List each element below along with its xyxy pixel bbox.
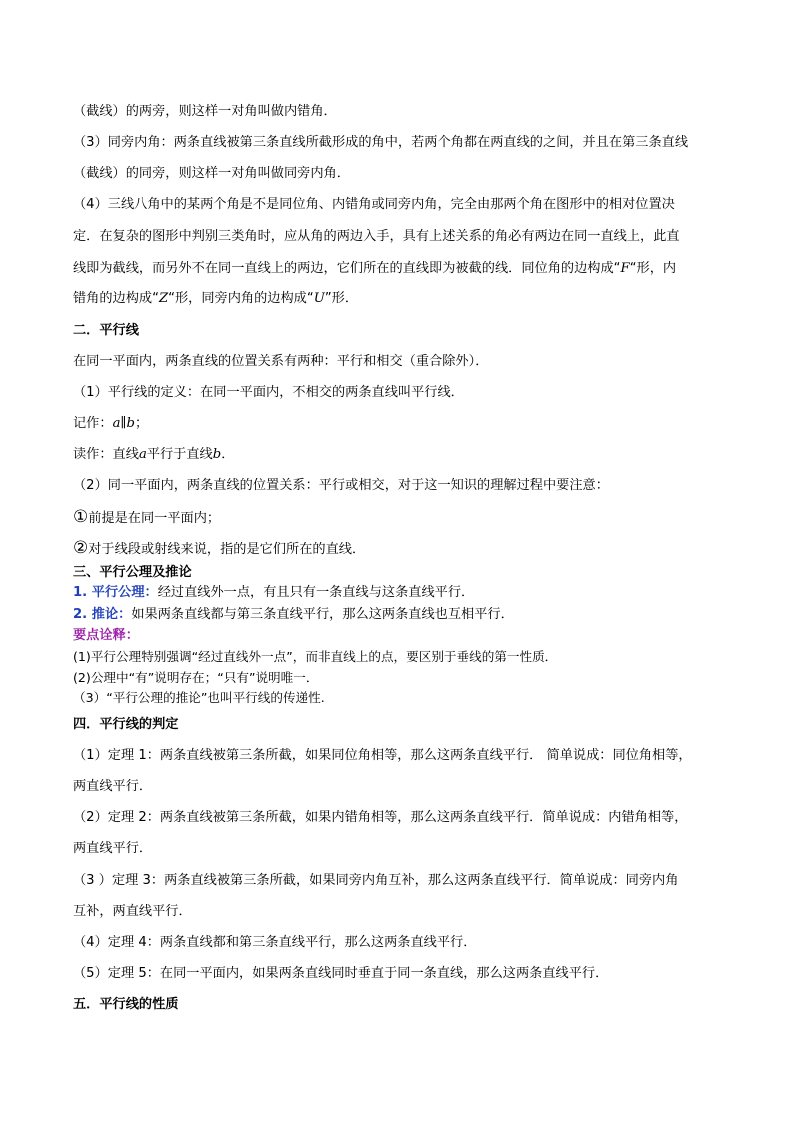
text-span: “形，内 [629, 261, 677, 276]
text-line: （3）同旁内角：两条直线被第三条直线所截形成的角中，若两个角都在两直线的之间，并且在第三条直线 [73, 135, 689, 150]
text-span: 读作：直线 [73, 447, 139, 462]
text-line: （5）定理 5：在同一平面内，如果两条直线同时垂直于同一条直线，那么这两条直线平行． [73, 966, 609, 981]
text-span: ； [134, 416, 149, 431]
text-span: 错角的边构成“ [73, 291, 159, 306]
text-line: 两直线平行． [73, 779, 153, 794]
text-line: （4）三线八角中的某两个角是不是同位角、内错角或同旁内角，完全由那两个角在图形中的相对位置决 [73, 197, 675, 212]
section-heading: 三、平行公理及推论 [73, 565, 192, 580]
section-heading: 四．平行线的判定 [73, 717, 179, 732]
text-line: （4）定理 4：两条直线都和第三条直线平行，那么这两条直线平行． [73, 935, 477, 950]
text-line [73, 539, 733, 559]
text-line: (2)公理中“有”说明存在；“只有”说明唯一． [73, 670, 319, 685]
math-letter: F [620, 261, 630, 276]
text-line: （1）定理 1：两条直线被第三条所截，如果同位角相等，那么这两条直线平行． 简单说成：同位角相等， [73, 748, 692, 763]
text-span: 如果两条直线都与第三条直线平行，那么这两条直线也互相平行． [131, 607, 514, 622]
section-heading: 二．平行线 [73, 323, 139, 338]
text-line: 在同一平面内，两条直线的位置关系有两种：平行和相交（重合除外）． [73, 354, 489, 369]
math-expression: a∥b [112, 416, 135, 431]
circled-number-1: ① [73, 507, 89, 527]
text-line [73, 446, 733, 464]
text-line [73, 290, 733, 308]
text-line: (1)平行公理特别强调“经过直线外一点”，而非直线上的点，要区别于垂线的第一性质． [73, 649, 558, 664]
text-line: （3 ）定理 3：两条直线被第三条所截，如果同旁内角互补，那么这两条直线平行．简单说成：同旁内角 [73, 873, 679, 888]
highlight-label: 1. 平行公理： [73, 585, 158, 600]
math-letter: a [138, 447, 147, 462]
math-letter: U [313, 291, 325, 306]
note-heading: 要点诠释： [73, 628, 139, 643]
text-line: 互补，两直线平行． [73, 904, 192, 919]
math-letter: Z [158, 291, 169, 306]
text-line: 定．在复杂的图形中判别三类角时，应从角的两边入手，具有上述关系的角必有两边在同一直线上，此直 [73, 229, 680, 244]
text-span: 平行于直线 [146, 447, 213, 462]
text-span: 前提是在同一平面内； [88, 511, 221, 526]
circled-number-2: ② [73, 538, 89, 558]
text-line [73, 415, 733, 433]
text-span: 对于线段或射线来说，指的是它们所在的直线． [88, 542, 366, 557]
text-line: （2）定理 2：两条直线被第三条所截，如果内错角相等，那么这两条直线平行．简单说成：内错角相等， [73, 810, 688, 825]
text-line: （截线）的同旁，则这样一对角叫做同旁内角． [73, 166, 350, 181]
section-heading: 五．平行线的性质 [73, 997, 179, 1012]
text-span: ． [221, 447, 235, 462]
text-line: （3）“平行公理的推论”也叫平行线的传递性. [73, 690, 325, 705]
text-line [73, 508, 733, 528]
text-span: “形，同旁内角的边构成“ [168, 291, 314, 306]
math-letter: b [212, 447, 222, 462]
text-line: 两直线平行． [73, 841, 153, 856]
highlight-label: 2. 推论： [73, 607, 132, 622]
text-span: 经过直线外一点，有且只有一条直线与这条直线平行． [157, 585, 475, 600]
text-line: （2）同一平面内，两条直线的位置关系：平行或相交，对于这一知识的理解过程中要注意： [73, 478, 609, 493]
text-span: 记作： [73, 416, 113, 431]
text-line [73, 260, 733, 278]
text-span: 线即为截线，而另外不在同一直线上的两边，它们所在的直线即为被截的线．同位角的边构成“ [73, 261, 621, 276]
text-line: （1）平行线的定义：在同一平面内，不相交的两条直线叫平行线． [73, 385, 464, 400]
text-span: ”形． [324, 291, 359, 306]
text-line [73, 584, 733, 602]
text-line [73, 606, 733, 624]
text-line: （截线）的两旁，则这样一对角叫做内错角． [73, 104, 337, 119]
